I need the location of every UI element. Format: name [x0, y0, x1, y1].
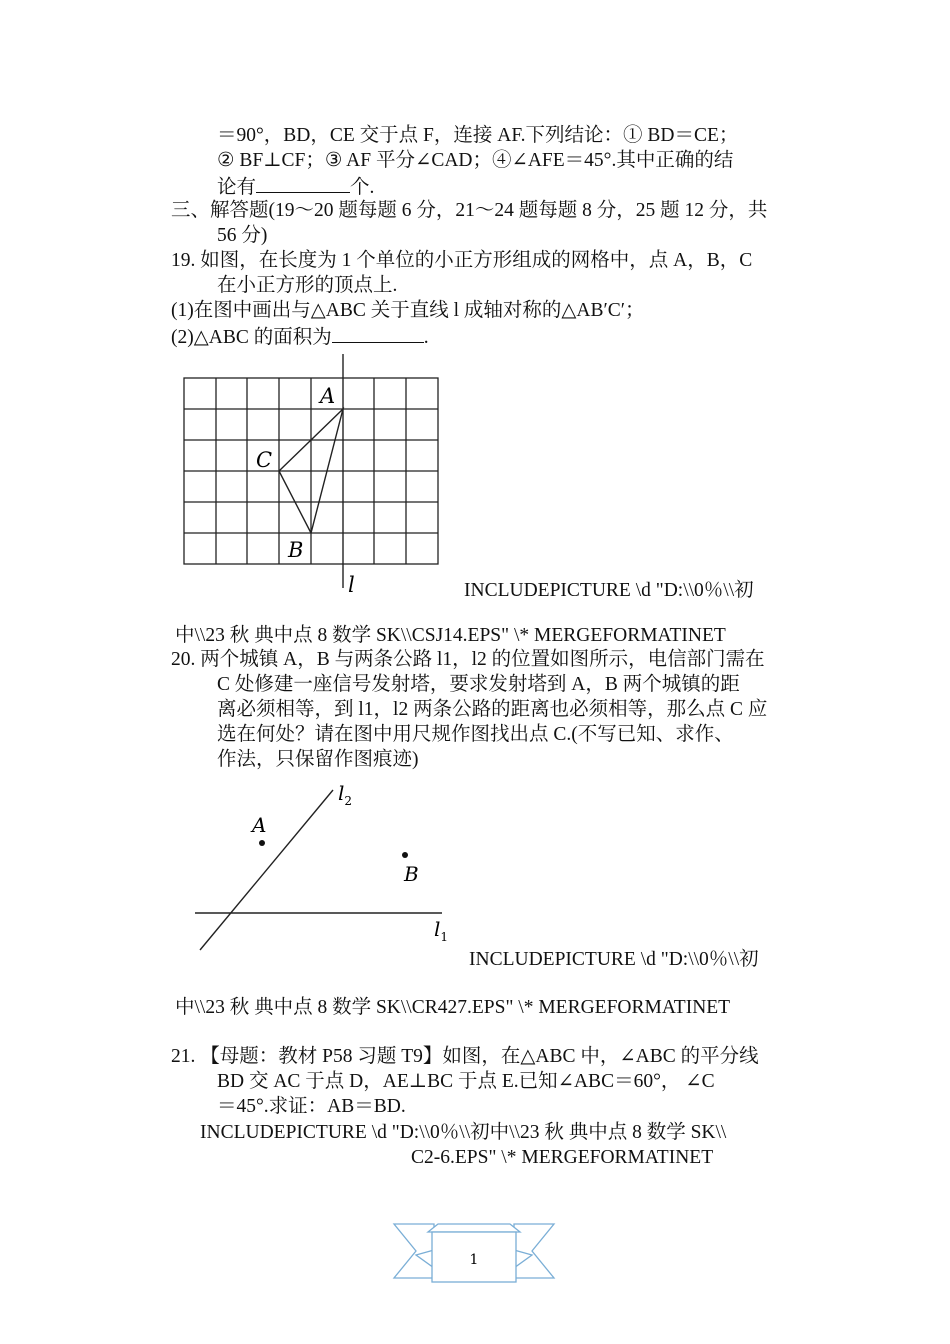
page-footer-ribbon	[390, 1220, 558, 1288]
q19-part-2-pre: (2)△ABC 的面积为	[171, 327, 332, 348]
q20-label-a: A	[252, 813, 267, 837]
q19-stem-line-2: 在小正方形的顶点上.	[217, 275, 398, 296]
q18-line-2: ② BF⊥CF；③ AF 平分∠CAD；④∠AFE＝45°.其中正确的结	[217, 150, 734, 171]
q20-roads-figure	[190, 778, 460, 958]
q19-label-b: B	[288, 538, 304, 562]
page-number: 1	[469, 1252, 479, 1268]
q21-stem-line-3: ＝45°.求证：AB＝BD.	[217, 1096, 406, 1117]
q20-label-l1	[434, 917, 448, 944]
q21-include-field-2: C2-6.EPS" \* MERGEFORMATINET	[411, 1147, 714, 1168]
q19-include-field-1: INCLUDEPICTURE \d "D:\\0％\\初	[464, 580, 754, 601]
q19-include-field-2: 中\\23 秋 典中点 8 数学 SK\\CSJ14.EPS" \* MERGEFORMATINET	[175, 625, 726, 646]
q20-label-l2-main: l	[338, 781, 345, 805]
q20-include-field-2: 中\\23 秋 典中点 8 数学 SK\\CR427.EPS" \* MERGEFORMATINET	[175, 997, 731, 1018]
q20-road-l2	[200, 790, 333, 950]
q21-stem-line-2: BD 交 AC 于点 D，AE⊥BC 于点 E.已知∠ABC＝60°， ∠C	[217, 1071, 715, 1092]
q18-line-3	[217, 174, 374, 200]
q20-label-l1-sub: 1	[440, 930, 449, 944]
section3-heading-cont: 56 分)	[217, 225, 268, 246]
q20-stem-line-3: 离必须相等，到 l1，l2 两条公路的距离也必须相等，那么点 C 应	[217, 699, 768, 720]
q21-stem-line-1: 21. 【母题：教材 P58 习题 T9】如图，在△ABC 中，∠ABC 的平分线	[171, 1046, 759, 1067]
q21-include-field-1: INCLUDEPICTURE \d "D:\\0％\\初中\\23 秋 典中点 8 数学 SK\\	[200, 1122, 727, 1143]
section3-heading: 三、解答题(19～20 题每题 6 分，21～24 题每题 8 分，25 题 12 分，共	[171, 200, 768, 221]
q20-stem-line-2: C 处修建一座信号发射塔，要求发射塔到 A，B 两个城镇的距	[217, 674, 740, 695]
q19-part-2-post: .	[423, 327, 429, 348]
q20-town-b-dot	[402, 852, 408, 858]
q19-answer-blank[interactable]	[332, 324, 424, 343]
q18-answer-blank[interactable]	[256, 174, 350, 193]
q20-label-l1-main: l	[434, 917, 441, 941]
q19-stem-line-1: 19. 如图，在长度为 1 个单位的小正方形组成的网格中，点 A，B，C	[171, 250, 753, 271]
q20-stem-line-4: 选在何处？请在图中用尺规作图找出点 C.(不写已知、求作、	[217, 724, 734, 745]
q19-label-l: l	[348, 573, 355, 597]
q18-line-3-post: 个.	[350, 177, 375, 198]
q20-stem-line-1: 20. 两个城镇 A，B 与两条公路 l1，l2 的位置如图所示，电信部门需在	[171, 649, 765, 670]
q20-town-a-dot	[259, 840, 265, 846]
q20-stem-line-5: 作法，只保留作图痕迹)	[217, 749, 419, 770]
q20-label-l2	[338, 781, 352, 808]
q20-label-b: B	[404, 862, 419, 886]
q20-label-l2-sub: 2	[344, 794, 353, 808]
q19-grid	[184, 378, 438, 564]
q18-line-1: ＝90°，BD，CE 交于点 F，连接 AF.下列结论：① BD＝CE；	[217, 125, 739, 146]
q19-grid-figure	[176, 350, 446, 600]
q19-part-1: (1)在图中画出与△ABC 关于直线 l 成轴对称的△AB′C′；	[171, 300, 645, 321]
q18-line-3-pre: 论有	[217, 177, 257, 198]
q20-include-field-1: INCLUDEPICTURE \d "D:\\0％\\初	[469, 949, 759, 970]
q19-part-2	[171, 324, 429, 350]
q19-label-a: A	[320, 384, 336, 408]
q19-label-c: C	[256, 448, 273, 472]
